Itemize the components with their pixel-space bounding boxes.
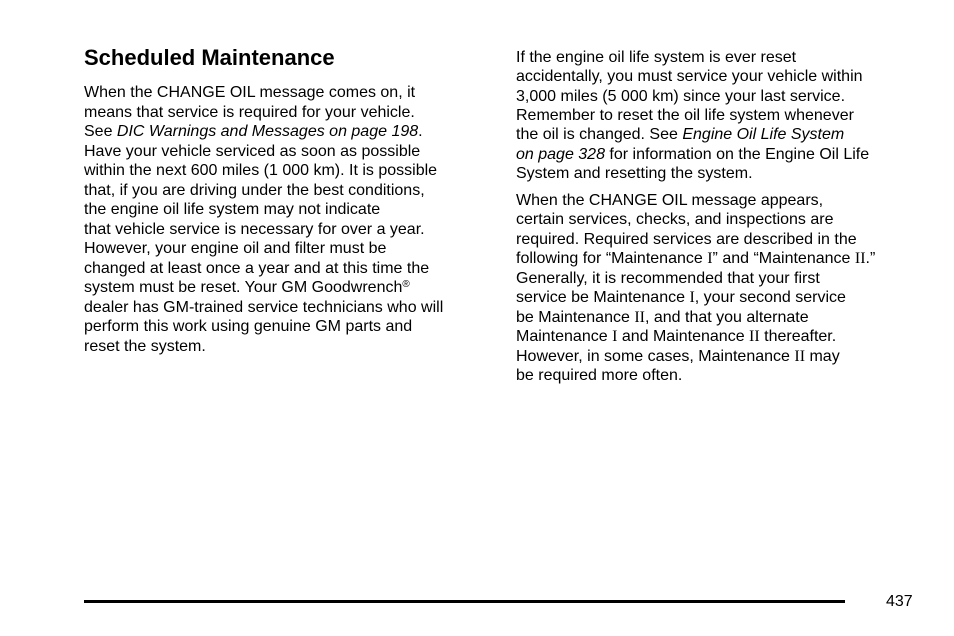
text-fragment: thereafter. (759, 328, 837, 345)
body-text-line: required. Required services are described in the (516, 231, 857, 248)
text-fragment: for information on the Engine Oil Life (604, 146, 870, 163)
roman-numeral: II (749, 328, 760, 345)
body-text-line: accidentally, you must service your vehicle within (516, 68, 863, 85)
body-text-line: When the CHANGE OIL message appears, (516, 192, 824, 209)
body-text-line: When the CHANGE OIL message comes on, it (84, 84, 416, 101)
body-text-line: Generally, it is recommended that your first (516, 270, 820, 287)
body-text-line: perform this work using genuine GM parts and (84, 318, 413, 335)
body-text-line (516, 347, 840, 367)
body-text-line (84, 278, 410, 298)
page-number: 437 (886, 593, 913, 610)
body-text-line: dealer has GM-trained service technicians who will (84, 299, 444, 316)
body-text-line: changed at least once a year and at this time the (84, 260, 430, 277)
body-text-line: Remember to reset the oil life system whenever (516, 107, 854, 124)
body-text-line (516, 145, 869, 165)
body-text-line: If the engine oil life system is ever reset (516, 49, 797, 66)
body-text-line: means that service is required for your vehicle. (84, 104, 415, 121)
text-fragment: the oil is changed. See (516, 126, 683, 143)
body-text-line: within the next 600 miles (1 000 km). It is possible (84, 162, 438, 179)
text-fragment: following for “Maintenance (516, 250, 708, 267)
cross-reference-link[interactable]: DIC Warnings and Messages on page 198 (116, 123, 419, 140)
text-fragment: system must be reset. Your GM Goodwrench (84, 279, 403, 296)
roman-numeral: II (634, 309, 645, 326)
registered-trademark-mark: ® (402, 279, 410, 290)
body-text-line: System and resetting the system. (516, 165, 753, 182)
body-text-line (84, 122, 423, 142)
text-fragment: service be Maintenance (516, 289, 690, 306)
text-fragment: .” (865, 250, 876, 267)
section-heading: Scheduled Maintenance (84, 45, 335, 70)
body-text-line: reset the system. (84, 338, 206, 355)
text-fragment: See (84, 123, 117, 140)
text-fragment: Maintenance (516, 328, 613, 345)
roman-numeral: II (794, 348, 806, 365)
roman-numeral: I (707, 250, 713, 267)
roman-numeral: I (612, 328, 618, 345)
text-fragment: be Maintenance (516, 309, 635, 326)
text-fragment: , and that you alternate (644, 309, 809, 326)
body-text-line: 3,000 miles (5 000 km) since your last service. (516, 88, 846, 105)
text-fragment: and Maintenance (617, 328, 750, 345)
body-text-line: certain services, checks, and inspections are (516, 211, 834, 228)
body-text-line (516, 125, 844, 145)
cross-reference-link[interactable]: Engine Oil Life System (682, 126, 845, 143)
body-text-line: that, if you are driving under the best conditions, (84, 182, 425, 199)
text-fragment: may (805, 348, 840, 365)
body-text-line (516, 288, 846, 308)
roman-numeral: I (689, 289, 695, 306)
footer-rule (84, 600, 845, 603)
text-fragment: , your second service (694, 289, 846, 306)
body-text-line: However, your engine oil and filter must be (84, 240, 387, 257)
body-text-line (516, 327, 836, 347)
body-text-line: that vehicle service is necessary for over a year. (84, 221, 425, 238)
body-text-line (516, 249, 875, 269)
text-fragment: However, in some cases, Maintenance (516, 348, 795, 365)
text-fragment: ” and “Maintenance (712, 250, 855, 267)
roman-numeral: II (854, 250, 866, 267)
body-text-line: Have your vehicle serviced as soon as possible (84, 143, 421, 160)
body-text-line: be required more often. (516, 367, 683, 384)
cross-reference-link[interactable]: on page 328 (516, 146, 605, 163)
body-text-line: the engine oil life system may not indicate (84, 201, 381, 218)
body-text-line (516, 308, 809, 328)
text-fragment: . (418, 123, 423, 140)
